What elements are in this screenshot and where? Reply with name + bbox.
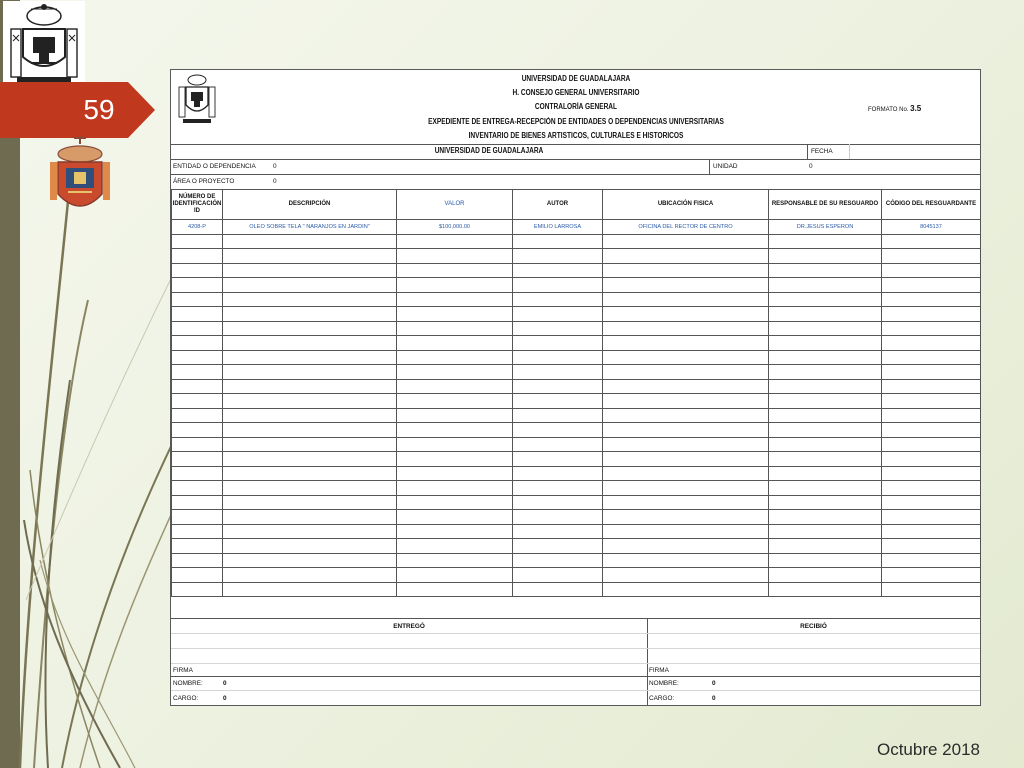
- table-cell: [172, 350, 223, 365]
- table-cell: [172, 249, 223, 264]
- col-header-codigo: CÓDIGO DEL RESGUARDANTE: [882, 190, 981, 220]
- header-line-3: CONTRALORÍA GENERAL: [534, 102, 618, 111]
- table-cell: [397, 437, 513, 452]
- university-seal-logo: [3, 1, 85, 87]
- table-cell: [603, 408, 769, 423]
- table-cell: [882, 336, 981, 351]
- table-cell: [172, 408, 223, 423]
- table-cell: [513, 249, 603, 264]
- table-cell: [172, 307, 223, 322]
- table-cell: [397, 350, 513, 365]
- table-cell: [513, 495, 603, 510]
- recibio-nombre-label: NOMBRE:: [649, 680, 679, 687]
- table-row: [172, 466, 981, 481]
- table-row: [172, 408, 981, 423]
- table-cell: [172, 495, 223, 510]
- table-cell: [223, 466, 397, 481]
- table-cell: [397, 539, 513, 554]
- table-cell: [223, 234, 397, 249]
- table-cell: [223, 568, 397, 583]
- table-cell: [397, 365, 513, 380]
- table-cell: [882, 379, 981, 394]
- table-row: [172, 553, 981, 568]
- table-cell: [223, 365, 397, 380]
- col-header-responsable: RESPONSABLE DE SU RESGUARDO: [769, 190, 882, 220]
- table-cell: [603, 452, 769, 467]
- table-cell: [769, 466, 882, 481]
- table-cell: [769, 278, 882, 293]
- header-line-2: H. CONSEJO GENERAL UNIVERSITARIO: [512, 88, 640, 97]
- table-cell: [397, 249, 513, 264]
- table-cell: [769, 524, 882, 539]
- table-cell: [172, 423, 223, 438]
- table-cell: [513, 350, 603, 365]
- table-row: [172, 481, 981, 496]
- table-row: [172, 452, 981, 467]
- table-cell: [223, 452, 397, 467]
- table-cell: [223, 481, 397, 496]
- table-cell: [769, 350, 882, 365]
- table-cell: [769, 481, 882, 496]
- table-cell: [769, 539, 882, 554]
- table-cell: [882, 350, 981, 365]
- table-row: [172, 394, 981, 409]
- table-cell: [397, 423, 513, 438]
- table-cell: [769, 437, 882, 452]
- table-cell: [603, 423, 769, 438]
- cell-codigo: 8045137: [882, 220, 981, 235]
- table-cell: [397, 495, 513, 510]
- table-cell: [603, 553, 769, 568]
- table-cell: [603, 437, 769, 452]
- header-line-5: INVENTARIO DE BIENES ARTISTICOS, CULTURALES E HISTORICOS: [468, 131, 684, 140]
- table-cell: [603, 249, 769, 264]
- table-cell: [882, 365, 981, 380]
- table-cell: [513, 278, 603, 293]
- unidad-label: UNIDAD: [713, 163, 738, 170]
- table-cell: [172, 524, 223, 539]
- table-row: [172, 510, 981, 525]
- unidad-value: 0: [809, 163, 813, 170]
- table-cell: [223, 582, 397, 597]
- table-cell: [223, 278, 397, 293]
- table-header-row: [172, 190, 981, 220]
- table-row: [172, 379, 981, 394]
- header-line-4: EXPEDIENTE DE ENTREGA-RECEPCIÓN DE ENTIDADES O DEPENDENCIAS UNIVERSITARIAS: [428, 117, 724, 126]
- table-cell: [513, 437, 603, 452]
- slide-number: 59: [83, 94, 115, 125]
- table-cell: [397, 263, 513, 278]
- table-cell: [397, 307, 513, 322]
- table-cell: [172, 568, 223, 583]
- table-cell: [172, 263, 223, 278]
- table-cell: [397, 582, 513, 597]
- table-row: [172, 365, 981, 380]
- col-header-ubicacion: UBICACIÓN FISICA: [603, 190, 769, 220]
- table-row: [172, 336, 981, 351]
- table-cell: [223, 321, 397, 336]
- col-header-id: NÚMERO DE IDENTIFICACIÓN ID: [172, 190, 223, 220]
- table-row: [172, 321, 981, 336]
- table-cell: [397, 379, 513, 394]
- table-cell: [397, 234, 513, 249]
- table-cell: [603, 524, 769, 539]
- table-cell: [223, 307, 397, 322]
- table-cell: [603, 394, 769, 409]
- cell-descripcion: OLEO SOBRE TELA " NARANJOS EN JARDIN": [223, 220, 397, 235]
- table-row: [172, 582, 981, 597]
- table-cell: [603, 539, 769, 554]
- table-cell: [513, 336, 603, 351]
- cell-valor: $100,000.00: [397, 220, 513, 235]
- entrego-firma-label: FIRMA: [173, 667, 193, 674]
- table-cell: [882, 263, 981, 278]
- table-cell: [769, 336, 882, 351]
- entidad-value: 0: [273, 163, 277, 170]
- table-cell: [882, 321, 981, 336]
- table-cell: [172, 234, 223, 249]
- table-cell: [397, 553, 513, 568]
- table-cell: [397, 292, 513, 307]
- recibio-cargo-label: CARGO:: [649, 695, 675, 702]
- table-cell: [397, 524, 513, 539]
- table-cell: [172, 394, 223, 409]
- table-cell: [223, 437, 397, 452]
- table-cell: [397, 394, 513, 409]
- table-row: [172, 495, 981, 510]
- table-row: [172, 568, 981, 583]
- table-cell: [172, 278, 223, 293]
- table-cell: [882, 249, 981, 264]
- table-cell: [882, 408, 981, 423]
- table-cell: [513, 394, 603, 409]
- table-cell: [769, 365, 882, 380]
- table-cell: [513, 321, 603, 336]
- table-cell: [769, 321, 882, 336]
- table-cell: [397, 510, 513, 525]
- cell-ubicacion: OFICINA DEL RECTOR DE CENTRO: [603, 220, 769, 235]
- colored-crest-logo: [48, 136, 112, 222]
- table-cell: [513, 524, 603, 539]
- table-cell: [603, 234, 769, 249]
- table-cell: [397, 408, 513, 423]
- table-cell: [223, 423, 397, 438]
- table-cell: [172, 510, 223, 525]
- table-cell: [603, 466, 769, 481]
- table-cell: [223, 539, 397, 554]
- entidad-label: ENTIDAD O DEPENDENCIA: [173, 163, 256, 170]
- table-cell: [882, 510, 981, 525]
- formato-label: FORMATO No.: [868, 107, 909, 113]
- table-cell: [769, 263, 882, 278]
- table-cell: [397, 321, 513, 336]
- table-cell: [603, 350, 769, 365]
- table-cell: [882, 524, 981, 539]
- form-seal-icon: [177, 73, 217, 129]
- inventory-table: [171, 189, 981, 597]
- table-cell: [603, 481, 769, 496]
- cell-responsable: DR.JESUS ESPERON: [769, 220, 882, 235]
- table-cell: [882, 394, 981, 409]
- table-cell: [223, 524, 397, 539]
- col-header-descripcion: DESCRIPCIÓN: [223, 190, 397, 220]
- table-cell: [882, 278, 981, 293]
- table-cell: [513, 379, 603, 394]
- table-cell: [769, 249, 882, 264]
- table-cell: [882, 452, 981, 467]
- table-cell: [223, 292, 397, 307]
- recibio-label: RECIBIÓ: [800, 623, 827, 630]
- slide-date: Octubre 2018: [876, 740, 980, 759]
- table-row: [172, 539, 981, 554]
- table-cell: [603, 510, 769, 525]
- table-cell: [223, 249, 397, 264]
- table-row: [172, 234, 981, 249]
- table-cell: [172, 481, 223, 496]
- table-cell: [172, 379, 223, 394]
- table-cell: [223, 379, 397, 394]
- divider: [171, 144, 980, 145]
- table-cell: [513, 365, 603, 380]
- table-cell: [603, 379, 769, 394]
- table-cell: [603, 336, 769, 351]
- table-cell: [882, 568, 981, 583]
- table-cell: [603, 307, 769, 322]
- table-cell: [513, 452, 603, 467]
- cell-id: 4208-P: [172, 220, 223, 235]
- table-cell: [603, 582, 769, 597]
- table-row: [172, 350, 981, 365]
- table-cell: [882, 234, 981, 249]
- table-cell: [397, 466, 513, 481]
- table-cell: [513, 481, 603, 496]
- table-row: [172, 292, 981, 307]
- table-cell: [769, 495, 882, 510]
- table-cell: [769, 394, 882, 409]
- table-cell: [397, 452, 513, 467]
- table-cell: [223, 394, 397, 409]
- table-cell: [882, 481, 981, 496]
- inventory-form: [170, 69, 981, 706]
- table-cell: [172, 365, 223, 380]
- table-cell: [172, 582, 223, 597]
- table-cell: [172, 466, 223, 481]
- table-row: [172, 307, 981, 322]
- table-cell: [603, 321, 769, 336]
- entrego-cargo-value: 0: [223, 695, 227, 702]
- table-cell: [397, 278, 513, 293]
- table-row: [172, 249, 981, 264]
- table-cell: [513, 408, 603, 423]
- table-row: [172, 278, 981, 293]
- recibio-nombre-value: 0: [712, 680, 716, 687]
- table-cell: [513, 423, 603, 438]
- table-cell: [223, 495, 397, 510]
- table-cell: [223, 510, 397, 525]
- table-cell: [513, 307, 603, 322]
- table-cell: [769, 423, 882, 438]
- table-cell: [882, 292, 981, 307]
- table-cell: [769, 234, 882, 249]
- col-header-autor: AUTOR: [513, 190, 603, 220]
- table-cell: [223, 263, 397, 278]
- table-cell: [882, 437, 981, 452]
- table-cell: [882, 582, 981, 597]
- table-cell: [603, 278, 769, 293]
- table-cell: [882, 539, 981, 554]
- org-name: UNIVERSIDAD DE GUADALAJARA: [434, 146, 544, 155]
- area-value: 0: [273, 178, 277, 185]
- entrego-nombre-value: 0: [223, 680, 227, 687]
- entrego-label: ENTREGÓ: [393, 623, 425, 630]
- table-cell: [513, 510, 603, 525]
- cell-autor: EMILIO LARROSA: [513, 220, 603, 235]
- table-cell: [397, 481, 513, 496]
- table-row: [172, 263, 981, 278]
- recibio-cargo-value: 0: [712, 695, 716, 702]
- table-cell: [223, 336, 397, 351]
- formato-value: 3.5: [910, 104, 922, 113]
- table-cell: [172, 321, 223, 336]
- table-cell: [397, 568, 513, 583]
- table-cell: [769, 582, 882, 597]
- table-cell: [513, 553, 603, 568]
- table-row: [172, 423, 981, 438]
- table-cell: [603, 495, 769, 510]
- table-row: [172, 524, 981, 539]
- table-cell: [769, 292, 882, 307]
- table-cell: [172, 539, 223, 554]
- table-cell: [172, 452, 223, 467]
- table-cell: [603, 365, 769, 380]
- table-cell: [769, 452, 882, 467]
- table-cell: [513, 568, 603, 583]
- recibio-firma-label: FIRMA: [649, 667, 669, 674]
- col-header-valor: VALOR: [397, 190, 513, 220]
- area-label: ÁREA O PROYECTO: [173, 178, 235, 185]
- table-cell: [882, 495, 981, 510]
- table-cell: [769, 307, 882, 322]
- table-cell: [769, 510, 882, 525]
- table-cell: [882, 307, 981, 322]
- table-cell: [172, 553, 223, 568]
- table-cell: [172, 336, 223, 351]
- table-cell: [882, 423, 981, 438]
- table-cell: [769, 553, 882, 568]
- table-cell: [513, 234, 603, 249]
- table-row: [172, 437, 981, 452]
- table-cell: [882, 553, 981, 568]
- table-cell: [603, 263, 769, 278]
- table-cell: [223, 408, 397, 423]
- table-cell: [769, 568, 882, 583]
- table-cell: [603, 292, 769, 307]
- table-cell: [223, 553, 397, 568]
- fecha-label: FECHA: [811, 148, 833, 155]
- table-cell: [513, 582, 603, 597]
- table-cell: [882, 466, 981, 481]
- header-line-1: UNIVERSIDAD DE GUADALAJARA: [521, 74, 631, 83]
- table-cell: [513, 292, 603, 307]
- table-cell: [603, 568, 769, 583]
- table-cell: [172, 437, 223, 452]
- table-cell: [769, 408, 882, 423]
- table-cell: [172, 292, 223, 307]
- table-cell: [513, 263, 603, 278]
- entrego-cargo-label: CARGO:: [173, 695, 199, 702]
- table-row: [172, 220, 981, 235]
- table-cell: [513, 539, 603, 554]
- table-cell: [397, 336, 513, 351]
- table-cell: [223, 350, 397, 365]
- entrego-nombre-label: NOMBRE:: [173, 680, 203, 687]
- table-cell: [769, 379, 882, 394]
- table-cell: [513, 466, 603, 481]
